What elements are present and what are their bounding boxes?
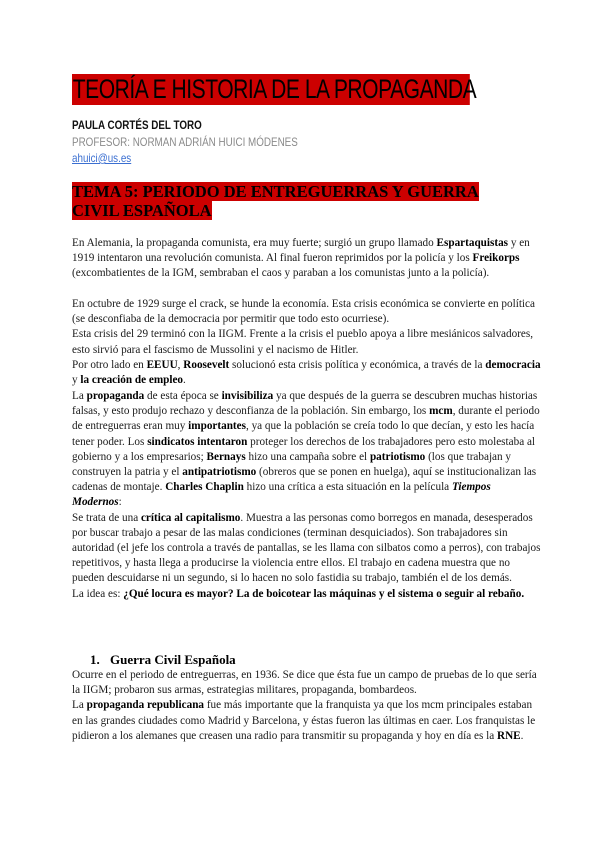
text-run: (excombatientes de la IGM, sembraban el caos y paraban a los comunistas junto a la policía). [72, 267, 490, 280]
text-run: ya que después de la guerra se descubren muchas historias falsas, y esto produjo rechazo y desconfianza de la población. Sin embargo, los [72, 390, 538, 418]
paragraph-text: Ocurre en el periodo de entreguerras, en 1936. Se dice que ésta fue un campo de pruebas de lo que sería la IIGM; probaron sus armas, estrategias militares, propaganda, bombardeos. [72, 669, 537, 697]
text-run: (los que trabajan y construyen la patria y el [72, 450, 512, 479]
text-run: La [72, 699, 87, 712]
text-run: Se trata de una [72, 511, 141, 524]
bold-term: mcm [429, 405, 453, 418]
document-title: TEORÍA E HISTORIA DE LA PROPAGANDA [72, 74, 477, 104]
text-run: Por otro lado en [72, 358, 147, 371]
email-link[interactable]: ahuici@us.es [72, 151, 132, 165]
text-run: (obreros que se ponen en huelga), aquí se institucionalizan las cadenas de montaje. [72, 466, 537, 494]
section-title: Guerra Civil Española [110, 652, 236, 667]
topic-heading-text: TEMA 5: PERIODO DE ENTREGUERRAS Y GUERRA CIVIL ESPAÑOLA [72, 182, 479, 220]
paragraph-crisis [72, 297, 542, 388]
professor-name: PROFESOR: NORMAN ADRIÁN HUICI MÓDENES [72, 135, 298, 149]
text-run: fue más importante que la franquista ya que los mcm principales estaban en las grandes ciudades como Madrid y Barcelona, y éstas fueron las últimas en caer. Los franquistas le pidieron a los alemanes que creasen una radio para transmitir su propaganda y hoy en día es la [72, 699, 536, 742]
text-run: hizo una campaña sobre el [245, 450, 370, 463]
paragraph-civil-war [72, 668, 542, 744]
bold-term: EEUU [146, 358, 178, 371]
text-run: proteger los derechos de los trabajadores pero esto molestaba al gobierno y a los empresarios; [72, 435, 536, 463]
paragraph-text: Esta crisis del 29 terminó con la IIGM. Frente a la crisis el pueblo apoya a libre mesiánicos salvadores, esto sirvió para el fascismo de Mussolini y el nacismo de Hitler. [72, 328, 534, 356]
paragraph-text [72, 358, 542, 388]
paragraph-text [72, 389, 542, 511]
text-run: . Muestra a las personas como borregos en manada, desesperados por buscar trabajo a pesar de las malas condiciones (terminan desquiciados). Son trabajadores sin autoridad (el jefe los controla a través de pantallas, se les llama con silbatos como a perros), con trabajos repetitivos, y hasta llega a producirse la violencia entre ellos. El trabajo en cadena muestra que no pueden descuidarse ni un segundo, si lo hacen no solo fastidia su trabajo, también el de los demás. [72, 511, 541, 585]
paragraph-propaganda-era [72, 389, 542, 602]
author-name: PAULA CORTÉS DEL TORO [72, 118, 202, 132]
text-run: La [72, 390, 87, 402]
bold-term: antipatriotismo [182, 466, 257, 479]
section-number: 1. [90, 652, 100, 667]
bold-term: propaganda [86, 390, 145, 402]
paragraph-text [72, 698, 542, 744]
text-run: y [72, 374, 81, 387]
bold-question: ¿Qué locura es mayor? La de boicotear las máquinas y el sistema o seguir al rebaño. [123, 587, 525, 600]
bold-term: sindicatos intentaron [147, 435, 248, 448]
text-run: . [183, 374, 186, 387]
paragraph-text [72, 587, 542, 602]
paragraph-germany [72, 236, 542, 282]
paragraph-text [72, 511, 542, 587]
bold-term: democracia [485, 358, 541, 371]
bold-term: RNE [496, 729, 521, 742]
text-run: y en 1919 intentaron una revolución comunista. Al final fueron reprimidos por la policía y los [72, 237, 530, 265]
bold-term: Charles Chaplin [165, 481, 244, 494]
bold-term: invisibiliza [221, 390, 274, 402]
bold-term: Espartaquistas [436, 237, 509, 249]
bold-term: crítica al capitalismo [140, 511, 241, 524]
paragraph-text [72, 236, 542, 282]
text-run: de esta época se [144, 390, 222, 402]
topic-heading [72, 182, 492, 220]
text-run: En Alemania, la propaganda comunista, era muy fuerte; surgió un grupo llamado [72, 237, 437, 249]
text-run: La idea es: [72, 587, 124, 600]
paragraph-text: En octubre de 1929 surge el crack, se hunde la economía. Esta crisis económica se convierte en política (se desconfiaba de la democracia por permitir que todo esto ocurriese). [72, 298, 535, 326]
section-heading-civil-war [90, 652, 236, 668]
bold-term: patriotismo [369, 450, 426, 463]
text-run: , [177, 358, 184, 371]
film-title: Tiempos Modernos [72, 481, 491, 509]
text-run: solucionó esta crisis política y económica, a través de la [229, 358, 486, 371]
bold-term: la creación de empleo [80, 374, 184, 387]
text-run: . [520, 729, 524, 742]
bold-term: importantes [188, 420, 246, 433]
bold-term: propaganda republicana [86, 699, 205, 712]
text-run: hizo una crítica a esta situación en la película [243, 481, 452, 494]
bold-term: Bernays [206, 450, 246, 463]
text-run: : [118, 496, 122, 509]
bold-term: Roosevelt [183, 358, 230, 371]
bold-term: Freikorps [472, 252, 520, 265]
text-run: , ya que la población se creía todo lo que decían, y esto les hacía tener poder. Los [72, 420, 535, 448]
text-run: , durante el periodo de entreguerras eran muy [72, 405, 540, 433]
